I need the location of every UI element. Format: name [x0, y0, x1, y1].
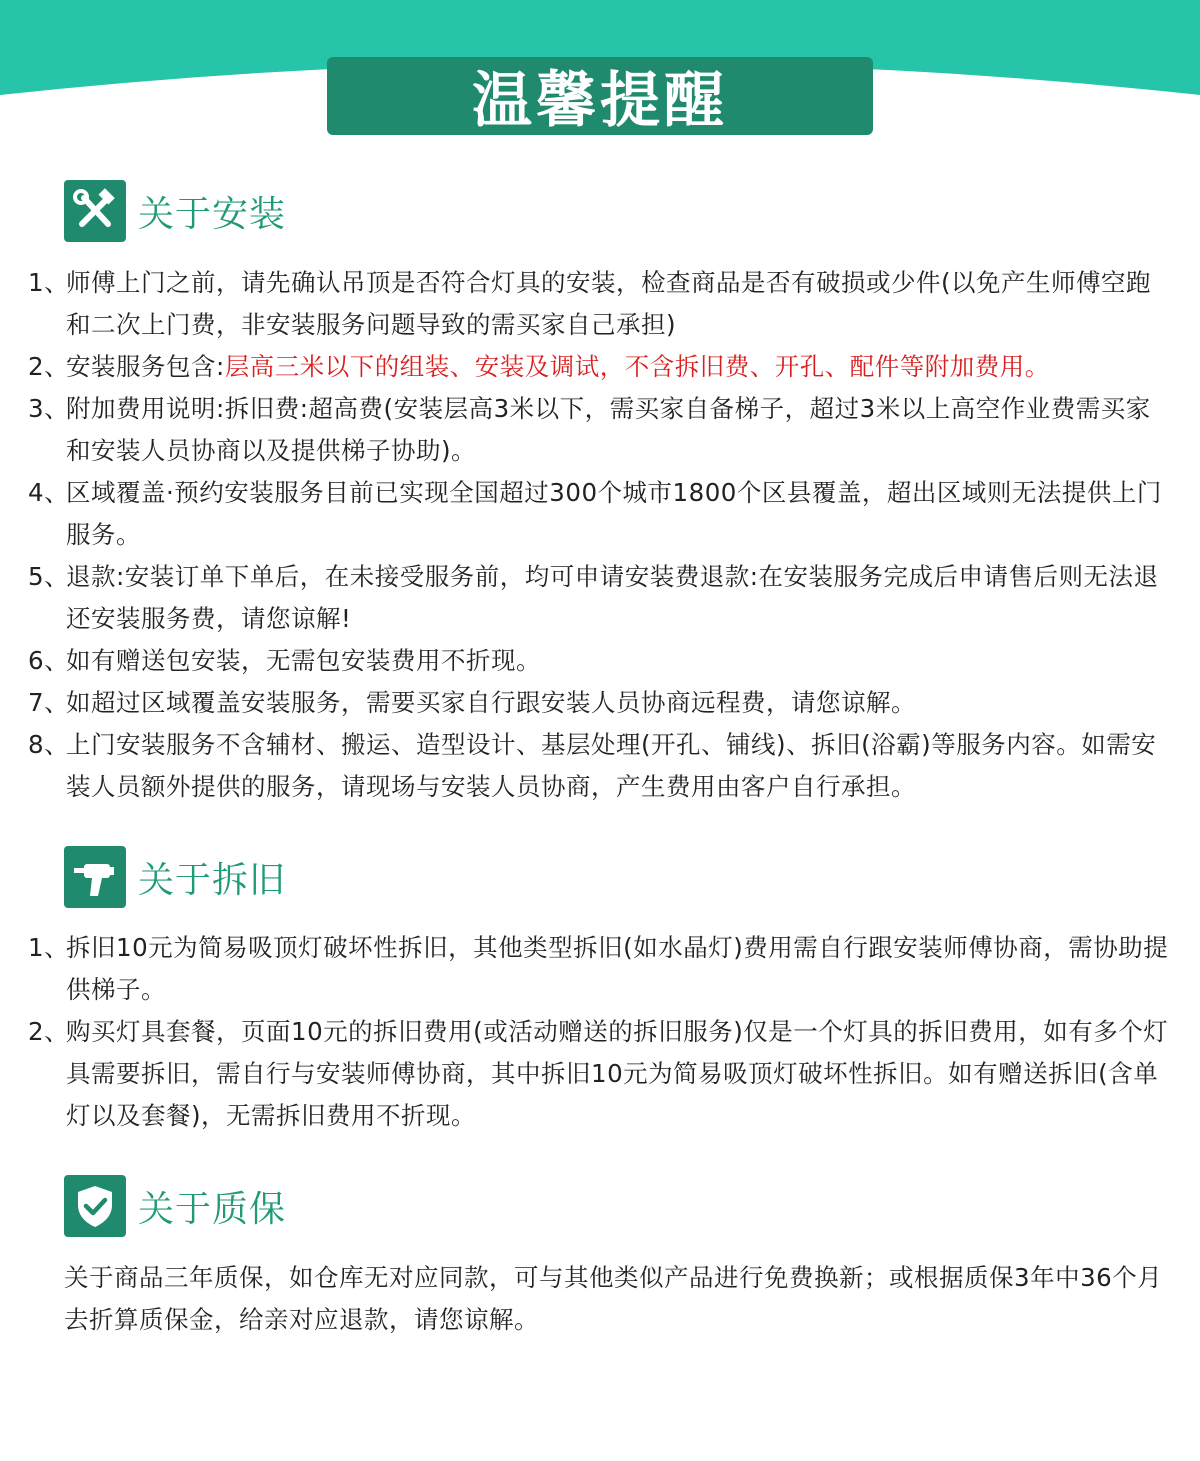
section-header-warranty	[64, 1175, 286, 1237]
list-item: 2、 安装服务包含:层高三米以下的组装、安装及调试，不含拆旧费、开孔、配件等附加费用。	[28, 352, 1050, 381]
list-item: 1、 师傅上门之前，请先确认吊顶是否符合灯具的安装，检查商品是否有破损或少件(以免产生师傅空跑和二次上门费，非安装服务问题导致的需买家自己承担)	[28, 268, 1152, 339]
section-header-removal	[64, 846, 286, 908]
list-item: 1、 拆旧10元为简易吸顶灯破坏性拆旧，其他类型拆旧(如水晶灯)费用需自行跟安装师傅协商，需协助提供梯子。	[28, 933, 1169, 1004]
removal-list	[28, 927, 1173, 1137]
list-item: 6、 如有赠送包安装，无需包安装费用不折现。	[28, 646, 541, 675]
install-list	[28, 262, 1173, 808]
list-item: 3、 附加费用说明:拆旧费:超高费(安装层高3米以下，需买家自备梯子，超过3米以上高空作业费需买家和安装人员协商以及提供梯子协助)。	[28, 394, 1151, 465]
list-item: 4、 区域覆盖·预约安装服务目前已实现全国超过300个城市1800个区县覆盖，超出区域则无法提供上门服务。	[28, 478, 1162, 549]
page-title-banner	[327, 57, 873, 135]
section-title-warranty: 关于质保	[138, 1188, 287, 1230]
shield-check-icon	[64, 1175, 126, 1237]
section-title-install: 关于安装	[138, 193, 287, 235]
list-item: 2、 购买灯具套餐，页面10元的拆旧费用(或活动赠送的拆旧服务)仅是一个灯具的拆旧费用，如有多个灯具需要拆旧，需自行与安装师傅协商，其中拆旧10元为简易吸顶灯破坏性拆旧。如有赠送拆旧(含单灯以及套餐)，无需拆旧费用不折现。	[28, 1017, 1169, 1130]
list-item: 8、 上门安装服务不含辅材、搬运、造型设计、基层处理(开孔、铺线)、拆旧(浴霸)等服务内容。如需安装人员额外提供的服务，请现场与安装人员协商，产生费用由客户自行承担。	[28, 730, 1157, 801]
drill-icon	[64, 846, 126, 908]
tools-icon	[64, 180, 126, 242]
section-title-removal: 关于拆旧	[138, 859, 287, 901]
highlighted-text: 层高三米以下的组装、安装及调试，不含拆旧费、开孔、配件等附加费用。	[224, 352, 1050, 381]
section-header-install	[64, 180, 286, 242]
list-item: 7、 如超过区域覆盖安装服务，需要买家自行跟安装人员协商远程费，请您谅解。	[28, 688, 916, 717]
warranty-text: 关于商品三年质保，如仓库无对应同款，可与其他类似产品进行免费换新；或根据质保3年中36个月去折算质保金，给亲对应退款，请您谅解。	[64, 1263, 1163, 1334]
page-title: 温馨提醒	[472, 66, 728, 136]
list-item: 5、 退款:安装订单下单后，在未接受服务前，均可申请安装费退款:在安装服务完成后申请售后则无法退还安装服务费，请您谅解!	[28, 562, 1159, 633]
